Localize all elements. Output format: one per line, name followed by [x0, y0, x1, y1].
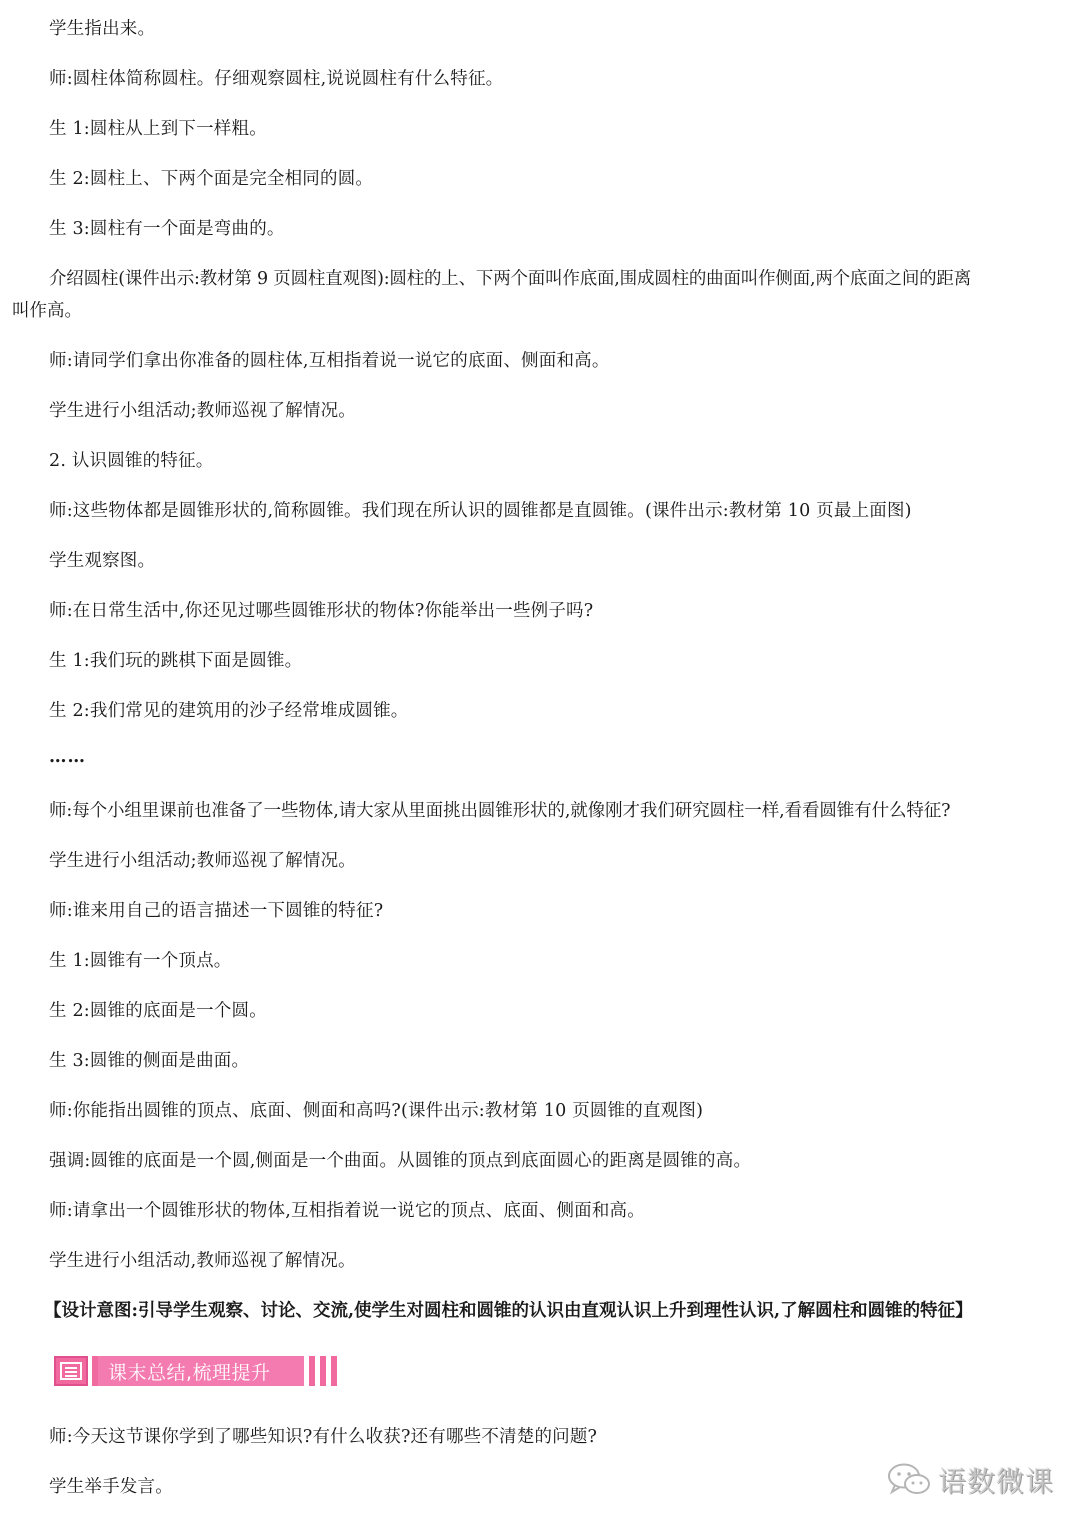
paragraph: 生 1:圆柱从上到下一样粗。	[49, 119, 267, 139]
paragraph: 师:请同学们拿出你准备的圆柱体,互相指着说一说它的底面、侧面和高。	[49, 351, 610, 371]
paragraph: 师:每个小组里课前也准备了一些物体,请大家从里面挑出圆锥形状的,就像刚才我们研究圆柱一样,看看圆锥有什么特征?	[49, 801, 951, 821]
watermark-text: 语数微课	[938, 1465, 1055, 1498]
paragraph: 学生举手发言。	[49, 1477, 173, 1497]
paragraph: 生 3:圆柱有一个面是弯曲的。	[49, 219, 285, 239]
wechat-icon	[886, 1462, 932, 1498]
paragraph: 生 1:我们玩的跳棋下面是圆锥。	[49, 651, 303, 671]
paragraph: 师:谁来用自己的语言描述一下圆锥的特征?	[49, 901, 384, 921]
paragraph: 生 2:圆柱上、下两个面是完全相同的圆。	[49, 169, 374, 189]
paragraph: 学生进行小组活动;教师巡视了解情况。	[49, 401, 356, 421]
watermark	[886, 1460, 1054, 1500]
paragraph: 师:圆柱体简称圆柱。仔细观察圆柱,说说圆柱有什么特征。	[49, 69, 504, 89]
paragraph: 师:在日常生活中,你还见过哪些圆锥形状的物体?你能举出一些例子吗?	[49, 601, 594, 621]
paragraph: 学生进行小组活动;教师巡视了解情况。	[49, 851, 356, 871]
paragraph-continuation: 叫作高。	[12, 301, 82, 321]
paragraph: 生 2:圆锥的底面是一个圆。	[49, 1001, 267, 1021]
paragraph: 师:你能指出圆锥的顶点、底面、侧面和高吗?(课件出示:教材第 10 页圆锥的直观图)	[49, 1101, 704, 1121]
section-title: 课末总结,梳理提升	[98, 1356, 304, 1386]
paragraph: 生 2:我们常见的建筑用的沙子经常堆成圆锥。	[49, 701, 409, 721]
paragraph: 学生观察图。	[49, 551, 156, 571]
section-number-icon	[54, 1356, 88, 1386]
paragraph: 生 1:圆锥有一个顶点。	[49, 951, 232, 971]
paragraph: 师:请拿出一个圆锥形状的物体,互相指着说一说它的顶点、底面、侧面和高。	[49, 1201, 645, 1221]
paragraph: 师:今天这节课你学到了哪些知识?有什么收获?还有哪些不清楚的问题?	[49, 1427, 598, 1447]
paragraph: 师:这些物体都是圆锥形状的,简称圆锥。我们现在所认识的圆锥都是直圆锥。(课件出示:教材第 10 页最上面图)	[49, 501, 912, 521]
paragraph: 强调:圆锥的底面是一个圆,侧面是一个曲面。从圆锥的顶点到底面圆心的距离是圆锥的高。	[49, 1151, 752, 1171]
design-intent-note: 【设计意图:引导学生观察、讨论、交流,使学生对圆柱和圆锥的认识由直观认识上升到理性认识,了解圆柱和圆锥的特征】	[44, 1301, 973, 1321]
paragraph: 学生指出来。	[49, 19, 156, 39]
section-banner	[54, 1356, 352, 1386]
paragraph: 介绍圆柱(课件出示:教材第 9 页圆柱直观图):圆柱的上、下两个面叫作底面,围成圆柱的曲面叫作侧面,两个底面之间的距离	[49, 269, 972, 289]
section-heading: 2. 认识圆锥的特征。	[49, 451, 214, 471]
paragraph: 生 3:圆锥的侧面是曲面。	[49, 1051, 250, 1071]
ellipsis: ……	[49, 747, 86, 767]
paragraph: 学生进行小组活动,教师巡视了解情况。	[49, 1251, 356, 1271]
